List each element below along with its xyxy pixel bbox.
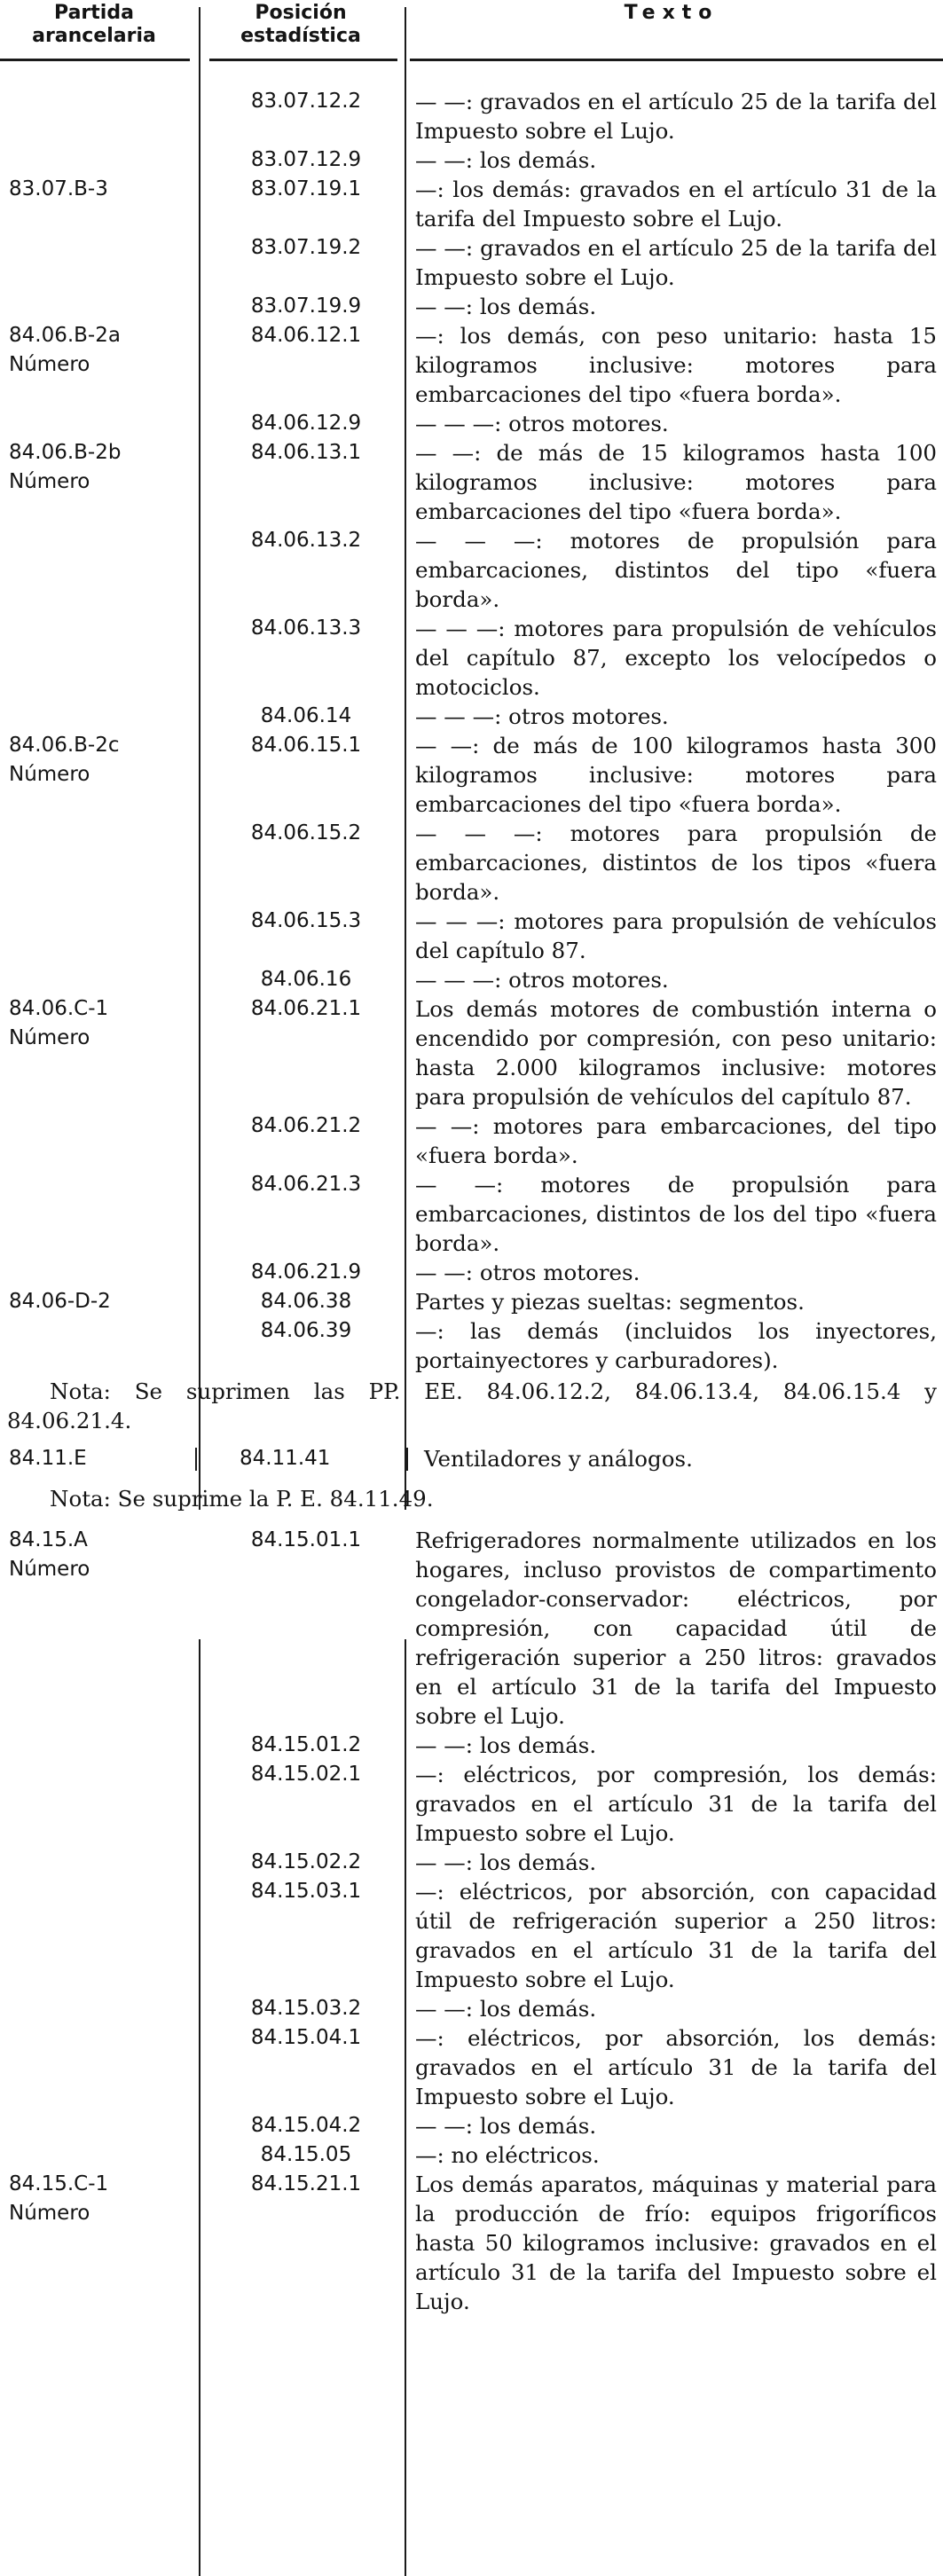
partida-cell — [9, 2170, 191, 2228]
texto-cell — [415, 1760, 937, 1848]
texto-cell — [415, 1877, 937, 1994]
posicion-cell — [213, 2023, 399, 2053]
texto-paragraph: — — —: otros motores. — [415, 411, 669, 436]
posicion-cell — [213, 87, 399, 116]
partida-label: Número — [9, 470, 90, 493]
header-rule-posicion — [209, 59, 397, 61]
texto-paragraph: — — —: motores para propulsión de vehículos del capítulo 87, excepto los velocípedos o motociclos. — [415, 616, 937, 700]
partida-label: Número — [9, 1558, 90, 1581]
posicion-cell — [213, 731, 399, 760]
texto-cell — [415, 2170, 937, 2316]
posicion-cell — [213, 1848, 399, 1877]
partida-label: 84.06.B-2b — [9, 441, 122, 464]
texto-paragraph: — —: motores de propulsión para embarcaciones, distintos de los del tipo «fuera borda». — [415, 1172, 937, 1256]
texto-paragraph: — —: los demás. — [415, 2113, 597, 2139]
texto-paragraph: —: las demás (incluidos los inyectores, portainyectores y carburadores). — [415, 1318, 937, 1373]
texto-cell — [415, 965, 937, 994]
posicion-cell — [213, 409, 399, 438]
texto-cell — [415, 1258, 937, 1287]
posicion-value: 84.06.12.1 — [250, 324, 362, 347]
texto-paragraph: —: no eléctricos. — [415, 2142, 600, 2168]
posicion-value: 84.15.05 — [260, 2143, 352, 2166]
partida-label: 84.11.E — [9, 1447, 87, 1470]
posicion-value: 83.07.19.9 — [250, 295, 362, 318]
texto-paragraph: — —: los demás. — [415, 1996, 597, 2022]
texto-cell — [415, 438, 937, 526]
texto-paragraph: — —: gravados en el artículo 25 de la tarifa del Impuesto sobre el Lujo. — [415, 235, 937, 290]
texto-paragraph: — — —: motores de propulsión para embarcaciones, distintos del tipo «fuera borda». — [415, 528, 937, 612]
partida-label: Número — [9, 763, 90, 786]
partida-label: 84.15.C-1 — [9, 2172, 109, 2195]
texto-cell — [415, 907, 937, 965]
header-texto-label: Texto — [624, 2, 719, 24]
column-divider-mark — [195, 1448, 197, 1471]
posicion-value: 84.06.38 — [260, 1290, 352, 1313]
partida-cell — [9, 175, 191, 204]
posicion-value: 84.06.16 — [260, 968, 352, 991]
texto-cell — [415, 175, 937, 233]
posicion-value: 84.06.15.2 — [250, 821, 362, 844]
partida-cell — [9, 994, 191, 1053]
posicion-value: 84.06.13.2 — [250, 529, 362, 552]
texto-cell — [415, 292, 937, 321]
header-posicion-line1: Posición — [255, 2, 347, 24]
posicion-cell — [213, 292, 399, 321]
posicion-value: 84.11.41 — [240, 1447, 331, 1470]
header-rule-partida — [0, 59, 190, 61]
texto-cell — [415, 1848, 937, 1877]
partida-cell — [9, 321, 191, 380]
header-partida — [0, 2, 188, 48]
table-row-84-11 — [0, 1444, 943, 1473]
texto-cell — [415, 526, 937, 614]
partida-label: Número — [9, 353, 90, 376]
texto-cell — [415, 2111, 937, 2140]
note-line: Nota: Se suprime la P. E. 84.11.49. — [50, 1486, 434, 1512]
texto-cell — [415, 409, 937, 438]
texto-cell — [415, 702, 937, 731]
partida-label: 83.07.B-3 — [9, 177, 108, 200]
posicion-cell — [213, 1731, 399, 1760]
texto-cell — [415, 1526, 937, 1731]
posicion-value: 84.06.21.1 — [250, 997, 362, 1020]
posicion-value: 84.15.03.1 — [250, 1880, 362, 1903]
texto-value: Ventiladores y análogos. — [424, 1446, 693, 1472]
texto-paragraph: — — —: motores para propulsión de embarcaciones, distintos de los tipos «fuera borda». — [415, 821, 937, 905]
texto-cell — [415, 731, 937, 819]
posicion-cell — [213, 233, 399, 263]
posicion-cell — [213, 526, 399, 555]
texto-paragraph: —: eléctricos, por absorción, los demás: gravados en el artículo 31 de la tarifa del Impuesto sobre el Lujo. — [415, 2025, 937, 2109]
posicion-value: 84.15.01.1 — [250, 1528, 362, 1551]
texto-paragraph: — —: de más de 100 kilogramos hasta 300 kilogramos inclusive: motores para embarcaciones del tipo «fuera borda». — [415, 733, 937, 817]
posicion-value: 84.15.21.1 — [250, 2172, 362, 2195]
note-line-1: Nota: Se suprimen las PP. EE. 84.06.12.2, 84.06.13.4, 84.06.15.4 y — [50, 1378, 937, 1404]
texto-cell — [415, 87, 937, 145]
texto-paragraph: Partes y piezas sueltas: segmentos. — [415, 1289, 805, 1315]
texto-paragraph: — — —: otros motores. — [415, 703, 669, 729]
posicion-cell — [213, 702, 399, 731]
texto-paragraph: Los demás motores de combustión interna o encendido por compresión, con peso unitario: hasta 2.000 kilogramos inclusive: motores para propulsión de vehículos del capítulo 87. — [415, 996, 937, 1110]
posicion-value: 84.06.21.3 — [250, 1173, 362, 1196]
posicion-value: 84.15.01.2 — [250, 1733, 362, 1756]
header-partida-line2: arancelaria — [32, 25, 156, 47]
posicion-value: 84.06.15.3 — [250, 909, 362, 932]
posicion-value: 84.15.04.2 — [250, 2114, 362, 2137]
texto-cell — [415, 994, 937, 1111]
partida-label: 84.06-D-2 — [9, 1290, 111, 1313]
posicion-cell — [213, 438, 399, 467]
texto-cell — [415, 321, 937, 409]
posicion-value: 84.06.12.9 — [250, 412, 362, 435]
partida-cell — [9, 1287, 191, 1316]
texto-paragraph: — —: motores para embarcaciones, del tipo «fuera borda». — [415, 1113, 937, 1168]
texto-cell — [415, 1170, 937, 1258]
posicion-cell — [213, 819, 399, 848]
posicion-value: 84.06.13.1 — [250, 441, 362, 464]
posicion-cell — [213, 175, 399, 204]
texto-paragraph: — —: los demás. — [415, 1732, 597, 1758]
posicion-value: 84.06.21.2 — [250, 1114, 362, 1137]
note-suppressed-84-06 — [7, 1377, 937, 1435]
posicion-cell — [213, 1258, 399, 1287]
texto-paragraph: — — —: otros motores. — [415, 967, 669, 993]
posicion-cell — [213, 1287, 399, 1346]
posicion-value: 83.07.12.2 — [250, 90, 362, 113]
note-line-2: 84.06.21.4. — [7, 1408, 132, 1433]
partida-label: 84.15.A — [9, 1528, 88, 1551]
texto-paragraph: — —: los demás. — [415, 294, 597, 319]
posicion-cell — [213, 1760, 399, 1789]
posicion-cell — [213, 145, 399, 175]
texto-paragraph: — —: de más de 15 kilogramos hasta 100 kilogramos inclusive: motores para embarcaciones del tipo «fuera borda». — [415, 440, 937, 524]
header-posicion — [209, 2, 392, 48]
posicion-cell — [213, 2170, 399, 2199]
texto-paragraph: —: eléctricos, por absorción, con capacidad útil de refrigeración superior a 250 litros: gravados en el artículo 31 de la tarifa del Impuesto sobre el Lujo. — [415, 1879, 937, 1992]
posicion-cell — [213, 1877, 399, 1906]
posicion-value: 83.07.19.1 — [250, 177, 362, 200]
texto-cell — [415, 2023, 937, 2111]
partida-label: 84.06.B-2c — [9, 734, 120, 757]
posicion-value: 84.06.39 — [260, 1319, 352, 1342]
posicion-value: 84.06.13.3 — [250, 617, 362, 640]
partida-label: Número — [9, 1026, 90, 1049]
texto-paragraph: — —: los demás. — [415, 1850, 597, 1875]
texto-cell — [415, 1287, 937, 1375]
texto-cell — [415, 819, 937, 907]
posicion-value: 84.06.14 — [260, 704, 352, 727]
header-texto — [410, 2, 933, 25]
partida-label: 84.06.B-2a — [9, 324, 121, 347]
partida-label: Número — [9, 2202, 90, 2225]
posicion-value: 83.07.19.2 — [250, 236, 362, 259]
posicion-value: 84.15.02.2 — [250, 1850, 362, 1873]
partida-cell — [9, 1526, 191, 1584]
partida-cell — [9, 731, 191, 789]
column-divider-2-b — [405, 1639, 406, 2576]
header-rule-texto — [410, 59, 943, 61]
posicion-value: 84.15.02.1 — [250, 1763, 362, 1786]
posicion-cell — [213, 965, 399, 994]
texto-paragraph: Los demás aparatos, máquinas y material para la producción de frío: equipos frigoríficos hasta 50 kilogramos inclusive: gravados en el artículo 31 de la tarifa del Impuesto sobre el Lujo. — [415, 2172, 937, 2314]
column-divider-1-b — [199, 1639, 200, 2576]
texto-cell — [415, 233, 937, 292]
posicion-cell — [213, 321, 399, 350]
posicion-cell — [213, 1111, 399, 1141]
texto-cell — [415, 2140, 937, 2170]
column-divider-2 — [405, 7, 406, 1510]
posicion-value: 84.15.03.2 — [250, 1997, 362, 2020]
column-divider-mark — [406, 1448, 408, 1471]
texto-cell — [415, 1994, 937, 2023]
partida-label: 84.06.C-1 — [9, 997, 109, 1020]
posicion-value: 83.07.12.9 — [250, 148, 362, 171]
posicion-cell — [213, 1526, 399, 1555]
posicion-cell — [213, 614, 399, 643]
note-suppressed-84-11 — [7, 1484, 937, 1513]
posicion-cell — [213, 907, 399, 936]
posicion-cell — [213, 2140, 399, 2170]
texto-cell — [415, 1731, 937, 1760]
texto-paragraph: —: eléctricos, por compresión, los demás: gravados en el artículo 31 de la tarifa del Impuesto sobre el Lujo. — [415, 1762, 937, 1846]
posicion-value: 84.06.15.1 — [250, 734, 362, 757]
posicion-cell — [213, 1994, 399, 2023]
texto-cell — [415, 1111, 937, 1170]
posicion-value: 84.15.04.1 — [250, 2026, 362, 2049]
posicion-cell — [213, 2111, 399, 2140]
texto-paragraph: Refrigeradores normalmente utilizados en los hogares, incluso provistos de compartimento congelador-conservador: eléctricos, por compresión, con capacidad útil de refrigeración superior a 250 litros: gravados en el artículo 31 de la tarifa del Impuesto sobre el Lujo. — [415, 1528, 937, 1729]
posicion-cell — [213, 1170, 399, 1199]
texto-paragraph: — — —: motores para propulsión de vehículos del capítulo 87. — [415, 908, 937, 963]
header-posicion-line2: estadística — [240, 25, 361, 47]
posicion-value: 84.06.21.9 — [250, 1261, 362, 1284]
texto-paragraph: —: los demás, con peso unitario: hasta 15 kilogramos inclusive: motores para embarcaciones del tipo «fuera borda». — [415, 323, 937, 407]
posicion-cell — [213, 994, 399, 1024]
texto-paragraph: — —: los demás. — [415, 147, 597, 173]
header-partida-line1: Partida — [54, 2, 134, 24]
texto-paragraph: — —: otros motores. — [415, 1260, 640, 1285]
texto-cell — [415, 145, 937, 175]
texto-cell — [415, 614, 937, 702]
column-divider-1 — [199, 7, 200, 1510]
partida-cell — [9, 438, 191, 497]
texto-paragraph: — —: gravados en el artículo 25 de la tarifa del Impuesto sobre el Lujo. — [415, 89, 937, 144]
texto-paragraph: —: los demás: gravados en el artículo 31 de la tarifa del Impuesto sobre el Lujo. — [415, 177, 937, 232]
